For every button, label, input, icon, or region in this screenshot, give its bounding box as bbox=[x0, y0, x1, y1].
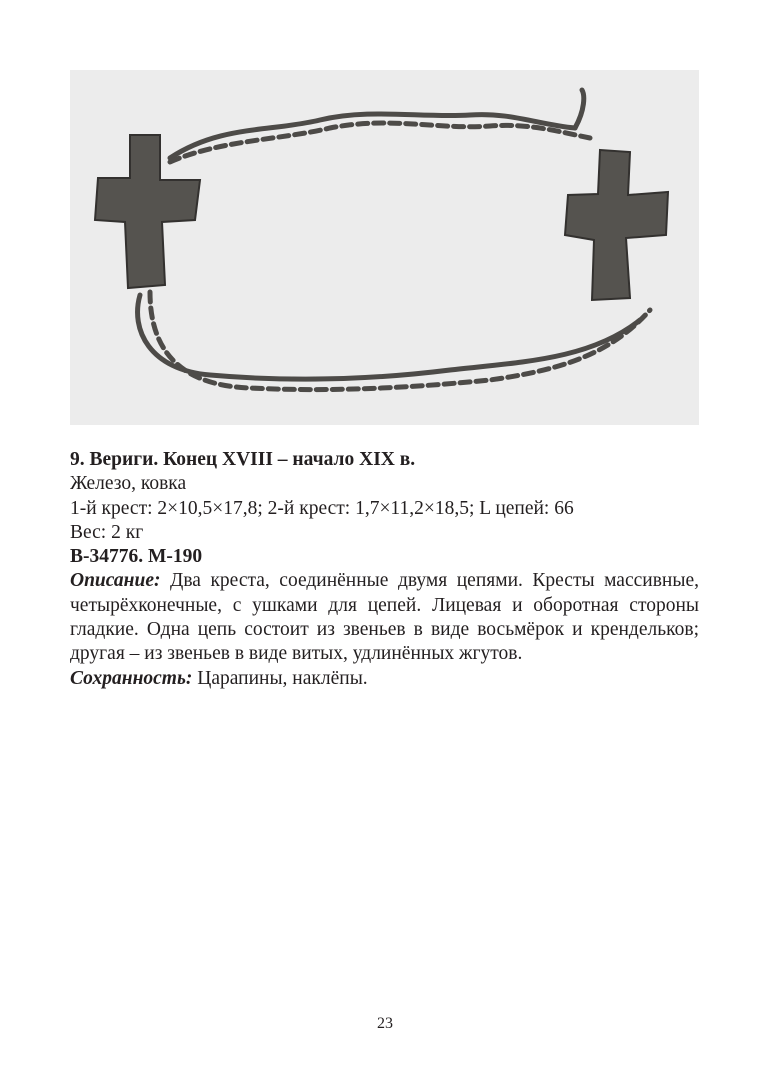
entry-dimensions: 1-й крест: 2×10,5×17,8; 2-й крест: 1,7×11,2×18,5; L цепей: 66 bbox=[70, 497, 574, 519]
description-text: Два креста, соединённые двумя цепями. Кресты массивные, четырёхконечные, с ушками для цепей. Лицевая и оборотная стороны гладкие. Одна цепь состоит из звеньев в виде восьмёрок и крендельков; другая – из звеньев в виде витых, удлинённых жгутов. bbox=[70, 570, 699, 665]
condition-text: Царапины, наклёпы. bbox=[192, 667, 368, 689]
page-number: 23 bbox=[377, 1015, 393, 1032]
entry-inventory: В-34776. М-190 bbox=[70, 546, 203, 568]
entry-condition bbox=[70, 667, 699, 691]
entry-description bbox=[70, 569, 699, 666]
verigi-illustration bbox=[70, 70, 699, 425]
description-label: Описание: bbox=[70, 570, 161, 592]
entry-weight: Вес: 2 кг bbox=[70, 521, 144, 543]
entry-material: Железо, ковка bbox=[70, 473, 187, 495]
photo-verigi bbox=[70, 70, 699, 425]
entry-title: 9. Вериги. Конец XVIII – начало XIX в. bbox=[70, 449, 416, 470]
condition-label: Сохранность: bbox=[70, 667, 193, 689]
catalog-entry bbox=[70, 448, 699, 691]
